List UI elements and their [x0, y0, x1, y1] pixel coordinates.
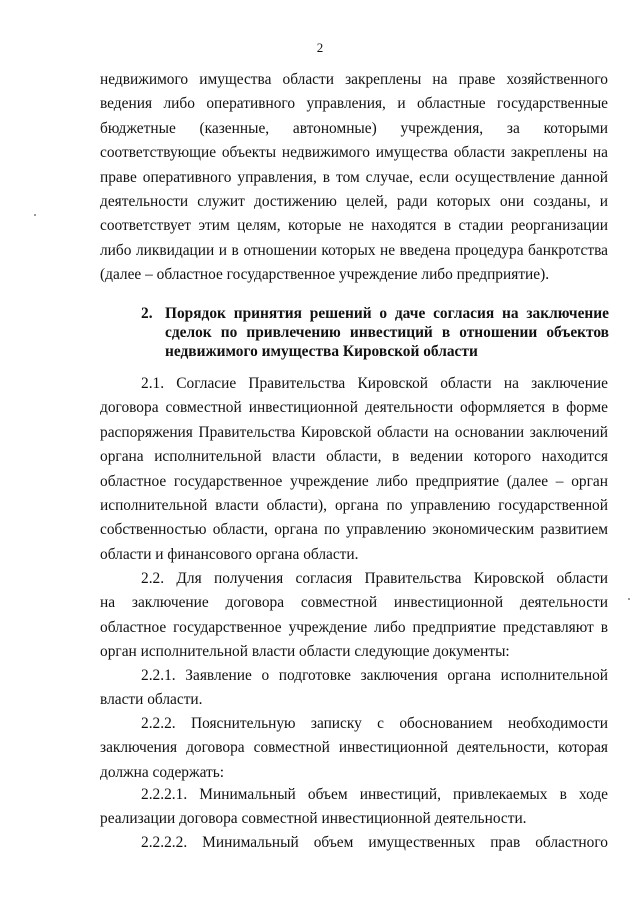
paragraph-2-2-2 [100, 712, 608, 785]
text-line: 2.2.2. Пояснительную записку с обоснованием необходимости [141, 715, 608, 732]
text-line: областное государственное учреждение либо предприятие (далее – орган [100, 472, 608, 490]
text-line: области и финансового органа области. [100, 545, 359, 563]
section-title [165, 304, 609, 361]
text-line: распоряжения Правительства Кировской области на основании заключений [100, 423, 608, 441]
text-line: бюджетные (казенные, автономные) учреждения, за которыми [100, 119, 608, 137]
text-line: соответствующие объекты недвижимого имущества области закреплены на [100, 144, 608, 162]
heading-line: сделок по привлечению инвестиций в отношении объектов [165, 324, 609, 341]
paragraph-2-2-2-1 [100, 783, 608, 832]
text-line: 2.2.2.1. Минимальный объем инвестиций, привлекаемых в ходе [141, 786, 608, 803]
text-line: 2.1. Согласие Правительства Кировской области на заключение [141, 375, 608, 392]
text-line: деятельности служит достижению целей, ради которых они созданы, и [100, 193, 608, 211]
page-number: 2 [316, 40, 324, 55]
paragraph-2-2-1 [100, 664, 608, 713]
text-line: 2.2.2.2. Минимальный объем имущественных прав областного [141, 834, 608, 851]
section-heading [141, 304, 609, 361]
text-line: праве оперативного управления, в том случае, если осуществление данной [100, 168, 608, 186]
heading-line: Порядок принятия решений о даче согласия на заключение [165, 305, 609, 322]
scan-speck [628, 598, 630, 600]
paragraph-2-1 [100, 372, 608, 567]
text-line: либо ликвидации и в отношении которых не введена процедура банкротства [100, 241, 608, 259]
text-line: договора совместной инвестиционной деятельности оформляется в форме [100, 399, 608, 417]
text-line: соответствует этим целям, которые не находятся в стадии реорганизации [100, 217, 608, 235]
text-line: 2.2. Для получения согласия Правительства Кировской области [141, 570, 608, 587]
paragraph-2-2-2-2 [100, 831, 608, 855]
section-number: 2. [141, 305, 153, 322]
text-line: заключения договора совместной инвестиционной деятельности, которая [100, 739, 608, 757]
text-line: должна содержать: [100, 763, 225, 781]
text-line: органа исполнительной власти области, в ведении которого находится [100, 448, 608, 466]
continued-paragraph [100, 68, 608, 288]
text-line: недвижимого имущества области закреплены на праве хозяйственного [100, 71, 608, 88]
text-line: областное государственное учреждение либо предприятие представляют в [100, 618, 608, 636]
text-line: реализации договора совместной инвестиционной деятельности. [100, 810, 527, 828]
text-line: власти области. [100, 691, 203, 709]
paragraph-2-2 [100, 567, 608, 665]
text-line: собственностью области, органа по управлению экономическим развитием [100, 521, 608, 539]
text-line: 2.2.1. Заявление о подготовке заключения органа исполнительной [141, 667, 608, 684]
text-line: орган исполнительной власти области следующие документы: [100, 643, 510, 661]
text-line: исполнительной власти области), органа по управлению государственной [100, 497, 608, 515]
text-line: ведения либо оперативного управления, и областные государственные [100, 95, 608, 113]
text-line: на заключение договора совместной инвестиционной деятельности [100, 594, 608, 612]
scan-speck [34, 214, 36, 216]
text-line: (далее – областное государственное учреждение либо предприятие). [100, 266, 550, 284]
heading-line: недвижимого имущества Кировской области [165, 343, 478, 360]
